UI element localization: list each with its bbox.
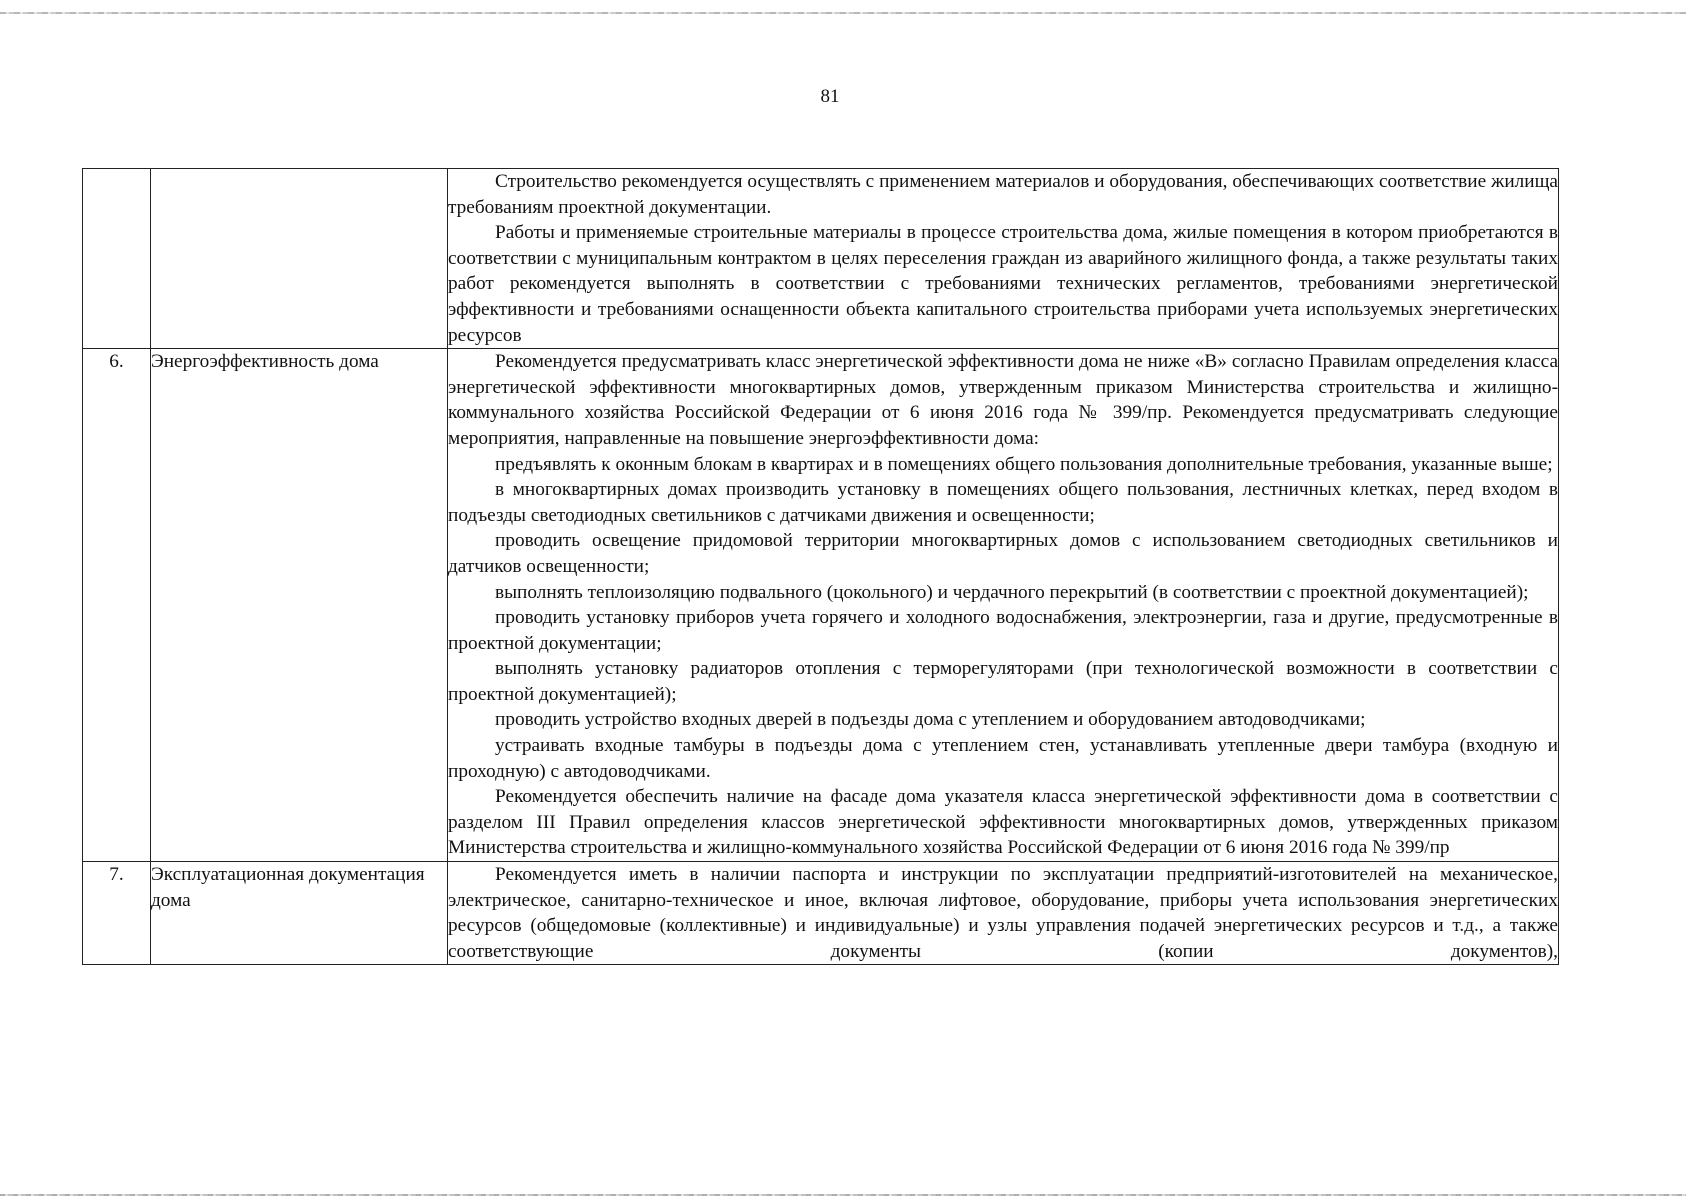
row-number [83, 169, 151, 349]
paragraph: проводить устройство входных дверей в подъезды дома с утеплением и оборудованием автодоводчиками; [495, 709, 1366, 731]
page-number: 81 [820, 86, 840, 107]
row-number: 7. [83, 862, 151, 965]
paragraph: Строительство рекомендуется осуществлять с применением материалов и оборудования, обеспечивающих соответствие жилища требованиям проектной документации. [448, 171, 1558, 218]
paragraph: проводить освещение придомовой территории многоквартирных домов с использованием светодиодных светильников и датчиков освещенности; [448, 530, 1558, 577]
paragraph: Рекомендуется иметь в наличии паспорта и инструкции по эксплуатации предприятий-изготовителей на механическое, электрическое, санитарно-техническое и иное, включая лифтовое, оборудование, приборы учета использования энергетических ресурсов (общедомовые (коллективные) и индивидуальные) и узлы управления подачей энергетических ресурсов и т.д., а также соответствующие документы (копии документов), [448, 864, 1558, 962]
paragraph: устраивать входные тамбуры в подъезды дома с утеплением стен, устанавливать утепленные двери тамбура (входную и проходную) с автодоводчиками. [448, 735, 1558, 782]
requirements-table [82, 168, 1559, 965]
scan-edge-bottom [0, 1194, 1686, 1196]
paragraph: Рекомендуется обеспечить наличие на фасаде дома указателя класса энергетической эффективности дома в соответствии с разделом III Правил определения классов энергетической эффективности многоквартирных домов, утвержденных приказом Министерства строительства и жилищно-коммунального хозяйства Российской Федерации от 6 июня 2016 года № 399/пр [448, 786, 1558, 859]
paragraph: выполнять теплоизоляцию подвального (цокольного) и чердачного перекрытий (в соответствии с проектной документацией); [495, 581, 1529, 603]
row-content [448, 349, 1559, 862]
table-row [83, 862, 1559, 965]
row-content [448, 862, 1559, 965]
row-title: Эксплуатационная документация дома [151, 862, 448, 965]
paragraph: выполнять установку радиаторов отопления с терморегуляторами (при технологической возможности в соответствии с проектной документацией); [448, 658, 1558, 705]
row-number: 6. [83, 349, 151, 862]
table-row [83, 349, 1559, 862]
paragraph: проводить установку приборов учета горячего и холодного водоснабжения, электроэнергии, газа и другие, предусмотренные в проектной документации; [448, 607, 1558, 654]
paragraph: Рекомендуется предусматривать класс энергетической эффективности дома не ниже «B» согласно Правилам определения класса энергетической эффективности многоквартирных домов, утвержденным приказом Министерства строительства и жилищно-коммунального хозяйства Российской Федерации от 6 июня 2016 года № 399/пр. Рекомендуется предусматривать следующие мероприятия, направленные на повышение энергоэффективности дома: [448, 351, 1558, 449]
row-title: Энергоэффективность дома [151, 349, 448, 862]
row-content [448, 169, 1559, 349]
paragraph: предъявлять к оконным блокам в квартирах и в помещениях общего пользования дополнительные требования, указанные выше; [495, 453, 1553, 475]
scan-edge-top [0, 12, 1686, 14]
table-row [83, 169, 1559, 349]
paragraph: Работы и применяемые строительные материалы в процессе строительства дома, жилые помещения в котором приобретаются в соответствии с муниципальным контрактом в целях переселения граждан из аварийного жилищного фонда, а также результаты таких работ рекомендуется выполнять в соответствии с требованиями технических регламентов, требованиями энергетической эффективности и требованиями оснащенности объекта капитального строительства приборами учета используемых энергетических ресурсов [448, 222, 1558, 346]
paragraph: в многоквартирных домах производить установку в помещениях общего пользования, лестничных клетках, перед входом в подъезды светодиодных светильников с датчиками движения и освещенности; [448, 479, 1558, 526]
row-title [151, 169, 448, 349]
